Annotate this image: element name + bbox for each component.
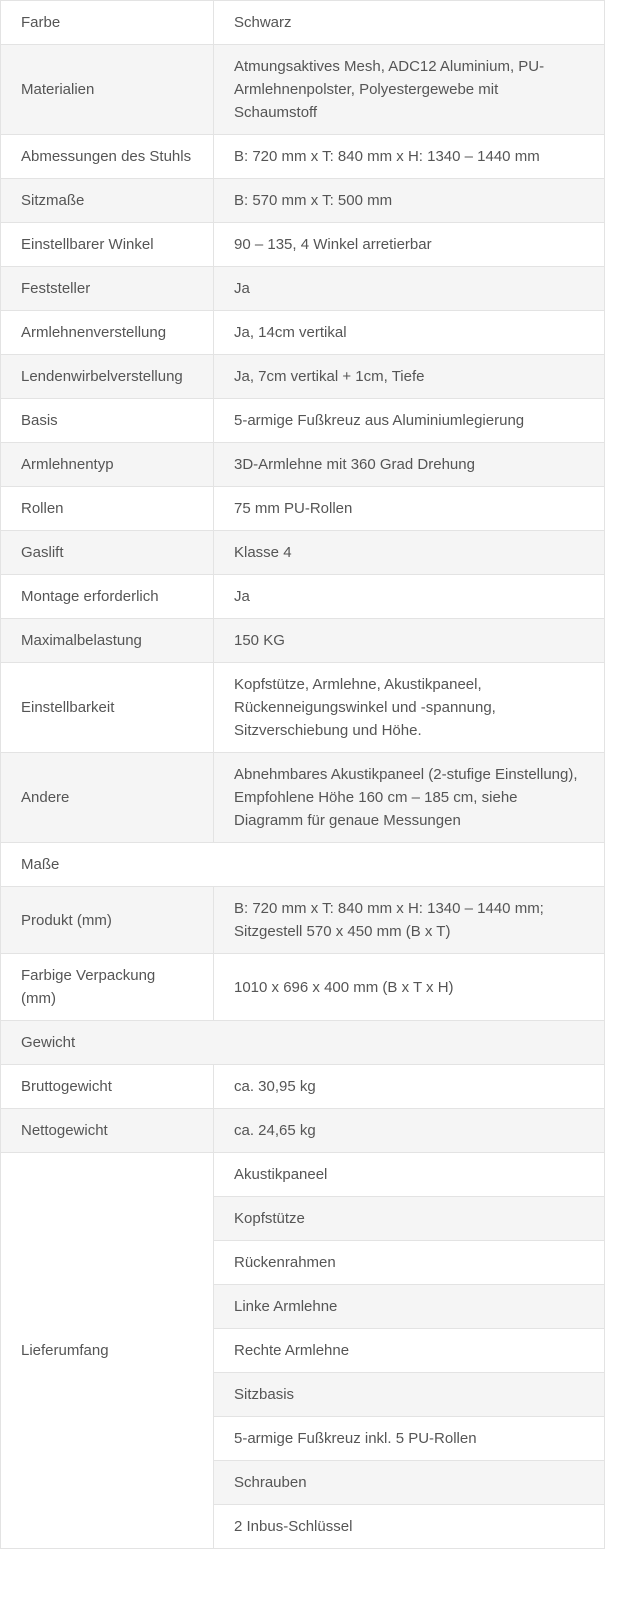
table-row <box>1 487 605 531</box>
spec-label: Armlehnenverstellung <box>1 311 214 355</box>
spec-value: B: 720 mm x T: 840 mm x H: 1340 – 1440 mm <box>214 135 605 179</box>
table-row <box>1 45 605 135</box>
lieferumfang-item: Kopfstütze <box>214 1197 605 1241</box>
table-row <box>1 531 605 575</box>
spec-label: Abmessungen des Stuhls <box>1 135 214 179</box>
spec-label: Montage erforderlich <box>1 575 214 619</box>
section-heading-row <box>1 843 605 887</box>
lieferumfang-item: Akustikpaneel <box>214 1153 605 1197</box>
spec-value: 1010 x 696 x 400 mm (B x T x H) <box>214 954 605 1021</box>
table-row <box>1 1065 605 1109</box>
table-row <box>1 443 605 487</box>
table-row <box>1 887 605 954</box>
table-row <box>1 619 605 663</box>
table-row <box>1 1109 605 1153</box>
spec-label: Sitzmaße <box>1 179 214 223</box>
lieferumfang-item: Rechte Armlehne <box>214 1329 605 1373</box>
lieferumfang-label: Lieferumfang <box>1 1153 214 1549</box>
spec-label: Feststeller <box>1 267 214 311</box>
lieferumfang-item: 5-armige Fußkreuz inkl. 5 PU-Rollen <box>214 1417 605 1461</box>
table-row <box>1 399 605 443</box>
lieferumfang-item: Linke Armlehne <box>214 1285 605 1329</box>
lieferumfang-item: Schrauben <box>214 1461 605 1505</box>
spec-value: Abnehmbares Akustikpaneel (2-stufige Einstellung), Empfohlene Höhe 160 cm – 185 cm, siehe Diagramm für genaue Messungen <box>214 753 605 843</box>
spec-label: Produkt (mm) <box>1 887 214 954</box>
spec-value: Ja <box>214 575 605 619</box>
spec-value: Ja, 7cm vertikal + 1cm, Tiefe <box>214 355 605 399</box>
table-row <box>1 135 605 179</box>
spec-label: Gaslift <box>1 531 214 575</box>
table-row <box>1 663 605 753</box>
spec-value: 3D-Armlehne mit 360 Grad Drehung <box>214 443 605 487</box>
table-row <box>1 1 605 45</box>
spec-label: Materialien <box>1 45 214 135</box>
table-row <box>1 355 605 399</box>
spec-value: Klasse 4 <box>214 531 605 575</box>
spec-label: Maximalbelastung <box>1 619 214 663</box>
spec-value: 75 mm PU-Rollen <box>214 487 605 531</box>
spec-label: Nettogewicht <box>1 1109 214 1153</box>
table-row <box>1 267 605 311</box>
spec-label: Lendenwirbelverstellung <box>1 355 214 399</box>
section-heading-row <box>1 1021 605 1065</box>
spec-value: 90 – 135, 4 Winkel arretierbar <box>214 223 605 267</box>
lieferumfang-item: Rückenrahmen <box>214 1241 605 1285</box>
spec-value: ca. 30,95 kg <box>214 1065 605 1109</box>
section-heading-masse: Maße <box>1 843 605 887</box>
spec-value: B: 570 mm x T: 500 mm <box>214 179 605 223</box>
lieferumfang-item: 2 Inbus-Schlüssel <box>214 1505 605 1549</box>
table-row <box>1 1153 605 1197</box>
table-row <box>1 753 605 843</box>
spec-value: Atmungsaktives Mesh, ADC12 Aluminium, PU-Armlehnenpolster, Polyestergewebe mit Schaumstoff <box>214 45 605 135</box>
spec-value: ca. 24,65 kg <box>214 1109 605 1153</box>
spec-label: Bruttogewicht <box>1 1065 214 1109</box>
spec-label: Farbe <box>1 1 214 45</box>
spec-value: Ja, 14cm vertikal <box>214 311 605 355</box>
spec-label: Rollen <box>1 487 214 531</box>
table-row <box>1 311 605 355</box>
table-row <box>1 179 605 223</box>
table-row <box>1 954 605 1021</box>
spec-label: Einstellbarkeit <box>1 663 214 753</box>
spec-label: Basis <box>1 399 214 443</box>
spec-label: Armlehnentyp <box>1 443 214 487</box>
spec-value: Schwarz <box>214 1 605 45</box>
spec-label: Farbige Verpackung (mm) <box>1 954 214 1021</box>
spec-value: 5-armige Fußkreuz aus Aluminiumlegierung <box>214 399 605 443</box>
spec-value: B: 720 mm x T: 840 mm x H: 1340 – 1440 mm; Sitzgestell 570 x 450 mm (B x T) <box>214 887 605 954</box>
table-row <box>1 223 605 267</box>
spec-value: Kopfstütze, Armlehne, Akustikpaneel, Rückenneigungswinkel und -spannung, Sitzverschiebung und Höhe. <box>214 663 605 753</box>
table-row <box>1 575 605 619</box>
spec-value: 150 KG <box>214 619 605 663</box>
spec-label: Einstellbarer Winkel <box>1 223 214 267</box>
spec-label: Andere <box>1 753 214 843</box>
section-heading-gewicht: Gewicht <box>1 1021 605 1065</box>
lieferumfang-item: Sitzbasis <box>214 1373 605 1417</box>
spec-value: Ja <box>214 267 605 311</box>
